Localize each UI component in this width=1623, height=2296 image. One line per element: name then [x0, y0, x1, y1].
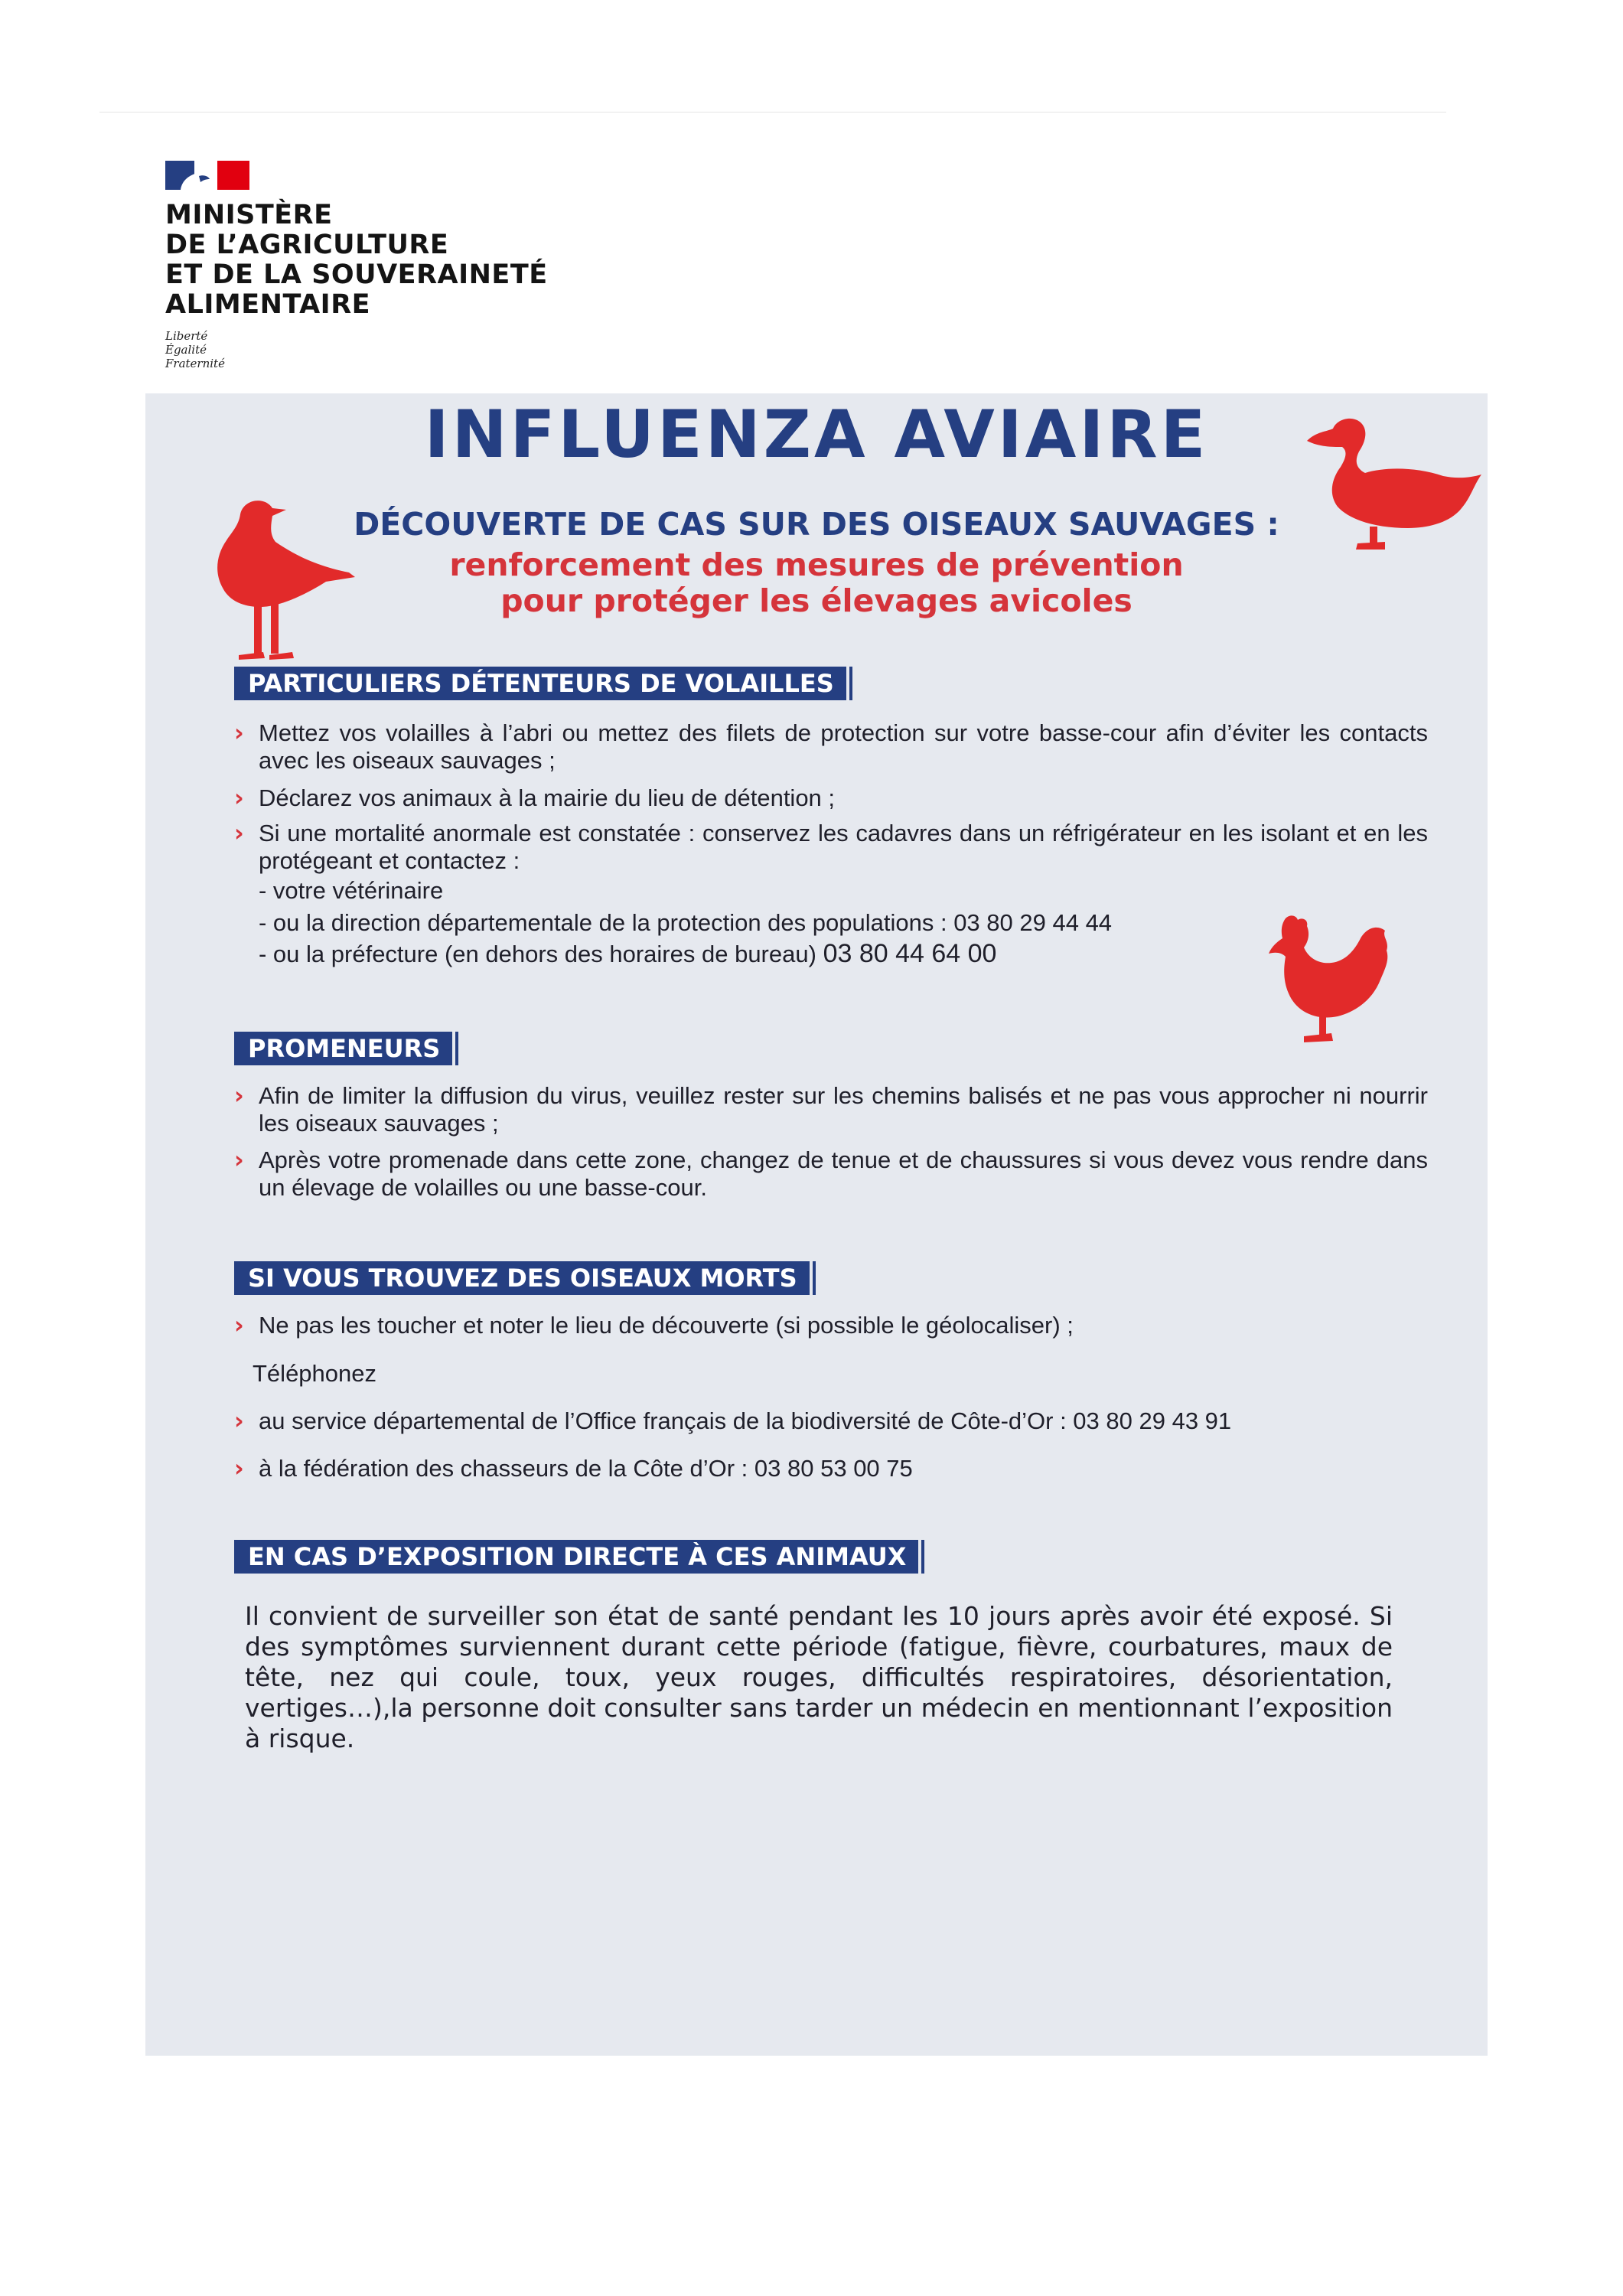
list-item-text: Si une mortalité anormale est constatée : conservez les cadavres dans un réfrigérateur en les isolant et en les protégeant et contactez :: [259, 820, 1428, 874]
prefecture-label: - ou la préfecture (en dehors des horaires de bureau): [259, 941, 816, 967]
ministry-line-4: ALIMENTAIRE: [165, 289, 371, 320]
list-item: [234, 1082, 1428, 1137]
list-item-text: Déclarez vos animaux à la mairie du lieu de détention ;: [259, 784, 836, 811]
list-item: [234, 1312, 1428, 1339]
chevron-right-icon: ›: [234, 1312, 244, 1339]
chevron-right-icon: ›: [234, 820, 244, 847]
sub-item-veterinaire: - votre vétérinaire: [259, 877, 444, 904]
duck-icon: [1301, 412, 1484, 565]
exposition-paragraph: Il convient de surveiller son état de santé pendant les 10 jours après avoir été exposé. Si des symptômes surviennent durant cette période (fatigue, fièvre, courbatures, maux de tête, nez qui coule, toux, yeux rouges, difficultés respiratoires, désorientation, vertiges…),la personne doit consulter sans tarder un médecin en mentionnant l’exposition à risque.: [245, 1601, 1393, 1753]
poster-subtitle-red-1: renforcement des mesures de prévention: [449, 546, 1184, 583]
list-item: [234, 784, 1428, 812]
ministry-line-1: MINISTÈRE: [165, 200, 333, 230]
chevron-right-icon: ›: [234, 1146, 244, 1174]
prefecture-phone: 03 80 44 64 00: [823, 939, 997, 968]
scan-edge: [99, 112, 1446, 113]
chevron-right-icon: ›: [234, 719, 244, 747]
sub-item-ddpp: - ou la direction départementale de la protection des populations : 03 80 29 44 44: [259, 909, 1113, 936]
list-item-text: Mettez vos volailles à l’abri ou mettez des filets de protection sur votre basse-cour afin d’éviter les contacts avec les oiseaux sauvages ;: [259, 719, 1428, 774]
ministry-name: [165, 201, 624, 320]
poster-title: INFLUENZA AVIAIRE: [424, 396, 1209, 473]
section-heading-particuliers: PARTICULIERS DÉTENTEURS DE VOLAILLES: [234, 667, 846, 700]
section-heading-exposition: EN CAS D’EXPOSITION DIRECTE À CES ANIMAUX: [234, 1540, 918, 1574]
list-item-text: au service départemental de l’Office français de la biodiversité de Côte-d’Or : 03 80 29 43 91: [259, 1407, 1232, 1434]
poster-subtitle: DÉCOUVERTE DE CAS SUR DES OISEAUX SAUVAGES :: [354, 506, 1279, 543]
motto-fraternite: Fraternité: [165, 357, 225, 370]
republic-motto: [165, 329, 225, 370]
list-item-text: à la fédération des chasseurs de la Côte d’Or : 03 80 53 00 75: [259, 1455, 913, 1482]
list-item: [234, 820, 1428, 875]
hen-icon: [1255, 911, 1393, 1049]
motto-liberte: Liberté: [165, 329, 208, 343]
list-item: [234, 1407, 1428, 1435]
poster-panel: [145, 393, 1488, 2056]
section-heading-oiseaux-morts: SI VOUS TROUVEZ DES OISEAUX MORTS: [234, 1261, 810, 1295]
list-item: [234, 1146, 1428, 1202]
chevron-right-icon: ›: [234, 784, 244, 812]
list-item: [234, 719, 1428, 775]
motto-egalite: Égalité: [165, 343, 207, 357]
ministry-line-3: ET DE LA SOUVERAINETÉ: [165, 259, 548, 290]
seagull-icon: [196, 491, 357, 667]
chevron-right-icon: ›: [234, 1407, 244, 1435]
list-item-text: Après votre promenade dans cette zone, changez de tenue et de chaussures si vous devez vous rendre dans un élevage de volailles ou une basse-cour.: [259, 1146, 1428, 1201]
section-heading-promeneurs: PROMENEURS: [234, 1032, 452, 1065]
sub-item-prefecture: [259, 940, 1330, 968]
marianne-flag-icon: [165, 161, 249, 190]
list-item-text: Afin de limiter la diffusion du virus, veuillez rester sur les chemins balisés et ne pas vous approcher ni nourrir les oiseaux sauvages ;: [259, 1082, 1428, 1137]
ministry-line-2: DE L’AGRICULTURE: [165, 230, 449, 260]
telephonez-label: Téléphonez: [253, 1360, 377, 1387]
list-item-text: Ne pas les toucher et noter le lieu de découverte (si possible le géolocaliser) ;: [259, 1312, 1074, 1339]
poster-subtitle-red-2: pour protéger les élevages avicoles: [500, 582, 1133, 619]
chevron-right-icon: ›: [234, 1455, 244, 1482]
list-item: [234, 1455, 1428, 1482]
chevron-right-icon: ›: [234, 1082, 244, 1110]
